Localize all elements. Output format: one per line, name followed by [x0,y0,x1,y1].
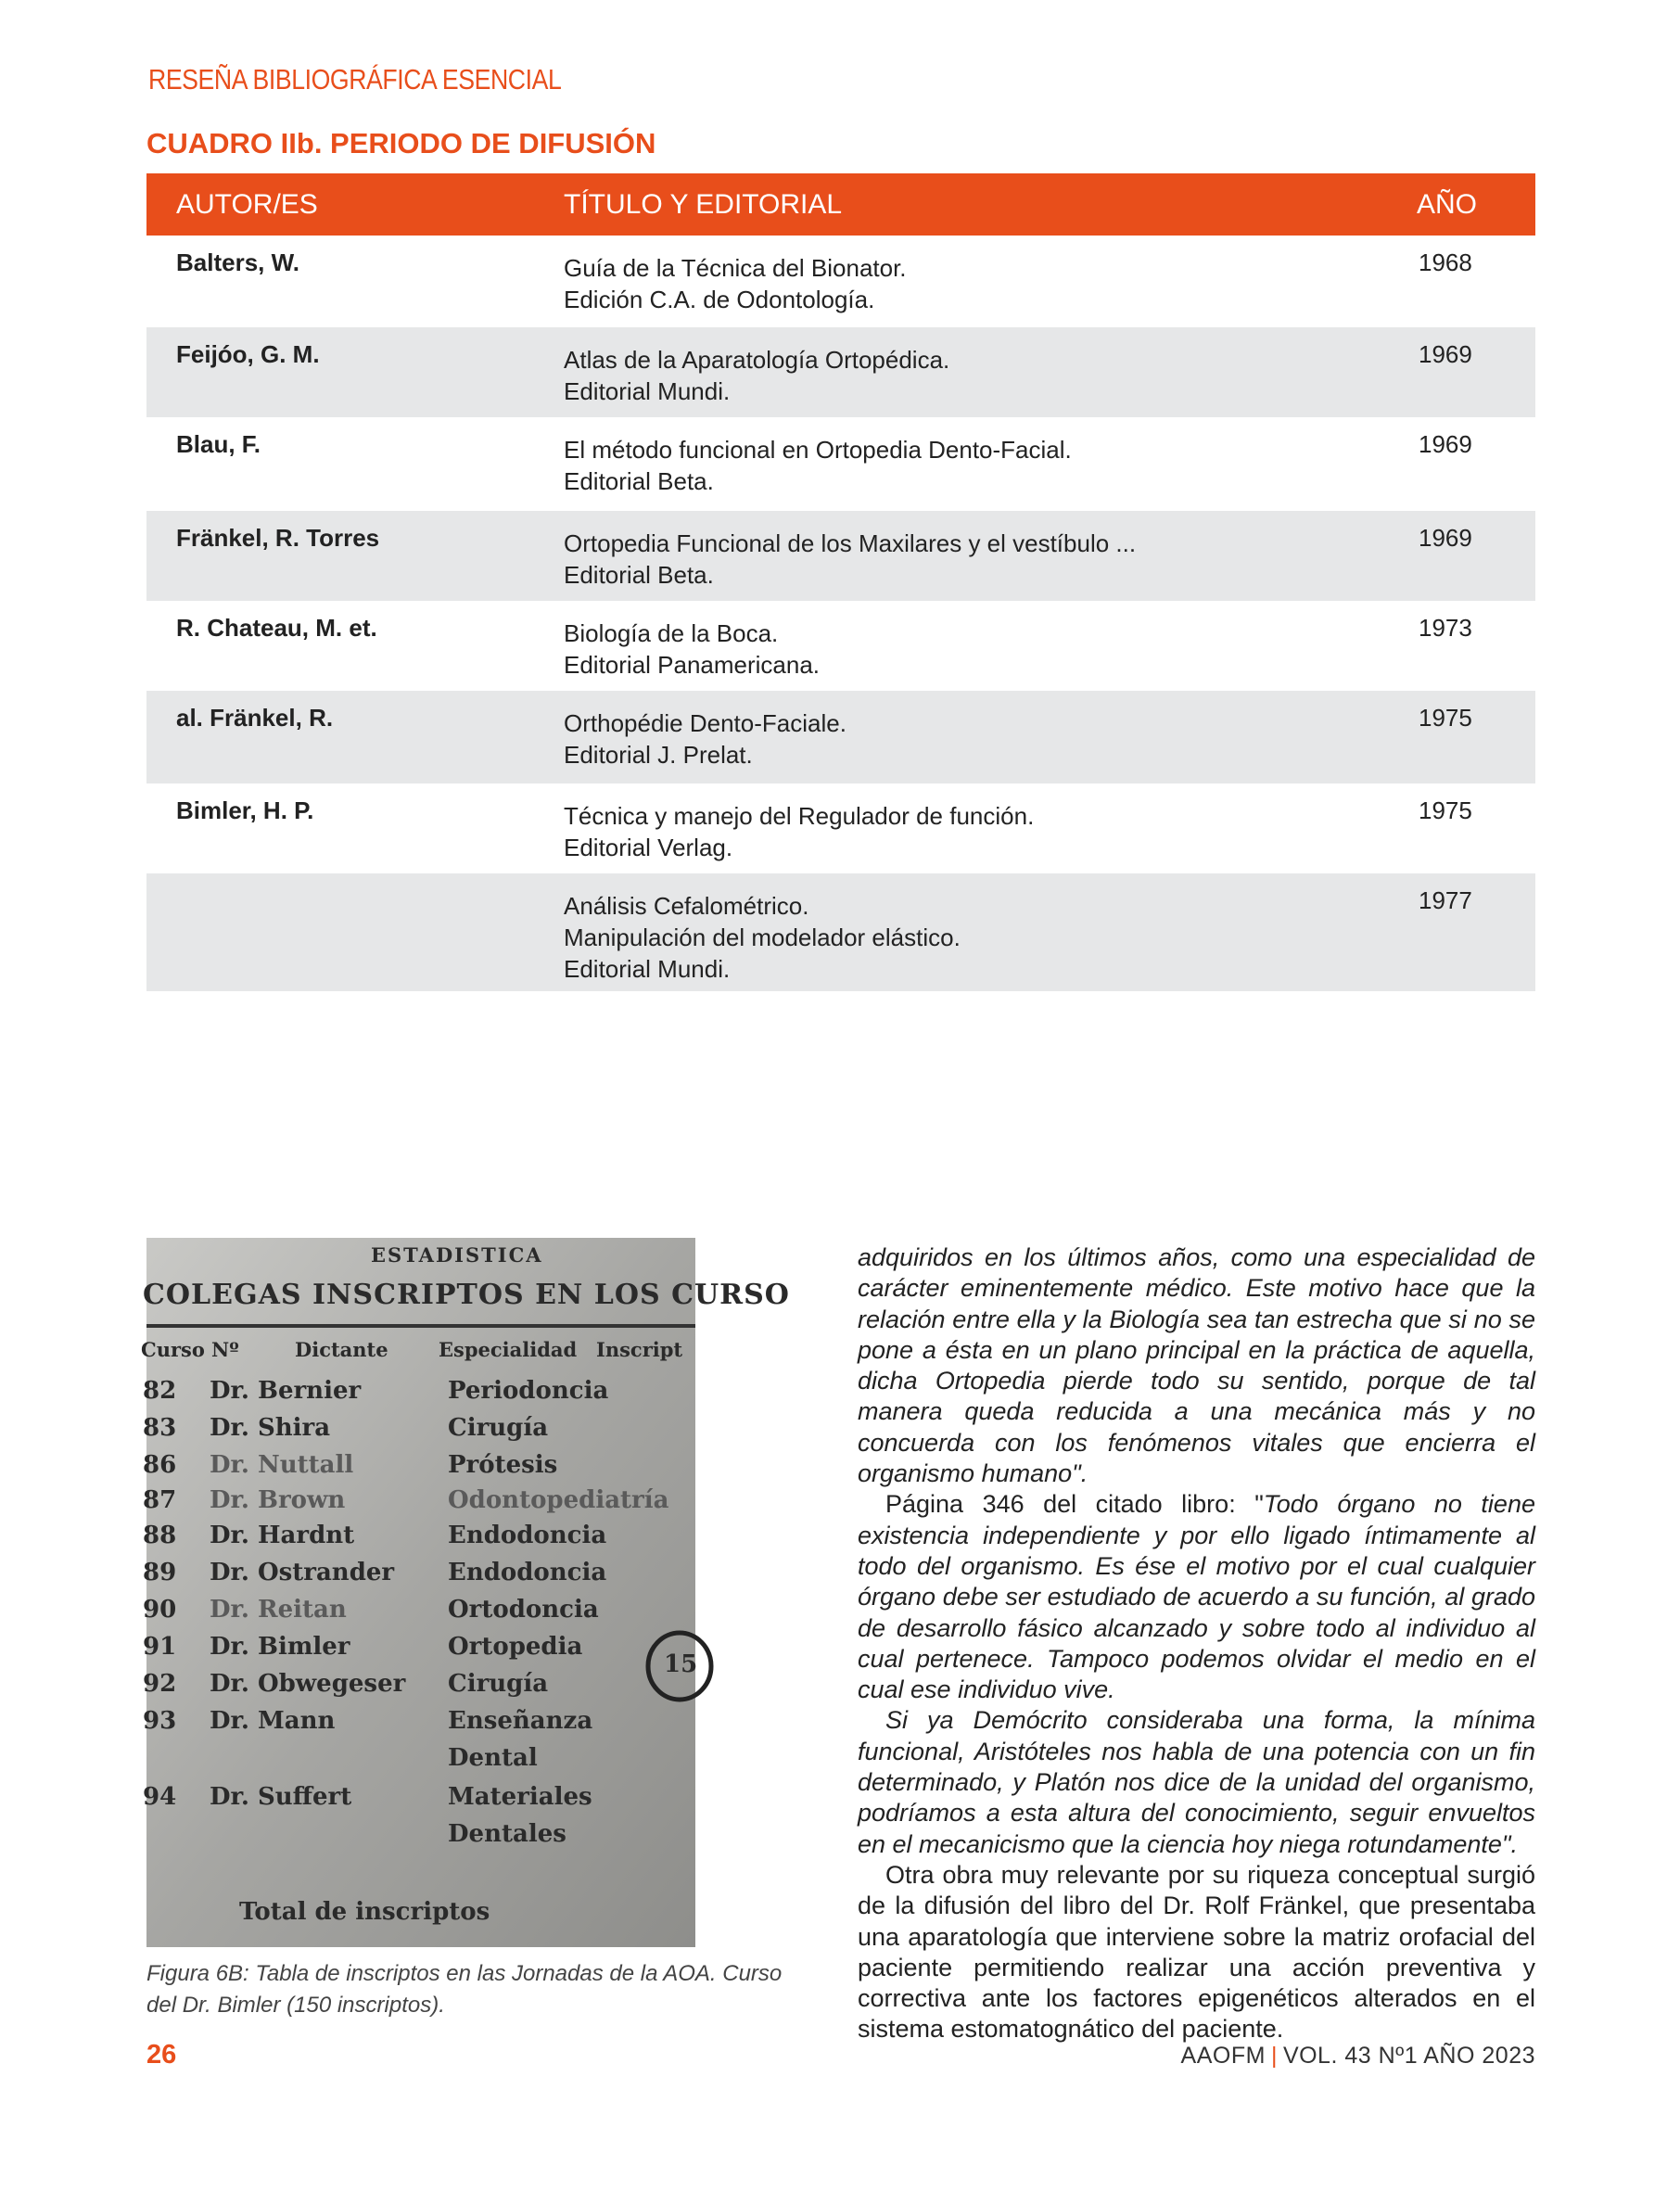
table-row [146,511,1535,601]
table-row [146,873,1535,991]
row-title [564,890,961,985]
row-author: Bimler, H. P. [176,796,314,824]
photo-cell: Prótesis [448,1451,558,1479]
row-title [564,344,949,407]
photo-cell: 82 [143,1377,177,1405]
photo-cell: Enseñanza [448,1707,593,1735]
row-title-line: Biología de la Boca. [564,619,779,647]
row-title-line: Análisis Cefalométrico. [564,892,809,920]
photo-cell: 94 [143,1783,177,1811]
figure-caption: Figura 6B: Tabla de inscriptos en las Jornadas de la AOA. Curso del Dr. Bimler (150 inscriptos). [146,1961,783,2018]
row-title [564,707,846,771]
row-author: Feijóo, G. M. [176,340,320,368]
paragraph-2 [858,1489,1535,1705]
row-title-line: Atlas de la Aparatología Ortopédica. [564,346,950,374]
row-author: Fränkel, R. Torres [176,524,380,552]
photo-cell: Cirugía [448,1414,549,1442]
photo-cell: 87 [143,1486,177,1514]
table-row [146,236,1535,327]
photo-cell: Dr. Shira [210,1414,331,1442]
photo-cell: Cirugía [448,1670,549,1698]
photo-cell: Materiales [448,1783,592,1811]
paragraph-2-quote: Todo órgano no tiene existencia independiente y por ello ligado íntimamente al todo del organismo. Es ése el motivo por el cual cualquier órgano debe ser estudiado de acuerdo a su función, al grado de desarrollo fásico alcanzado y sobre todo al individuo al cual pertenece. Tampoco podemos olvidar el medio en el cual ese individuo vive. [858,1490,1535,1704]
table-row [146,601,1535,691]
footer-separator: | [1270,2043,1278,2069]
paragraph-1: adquiridos en los últimos años, como una especialidad de carácter eminentemente médico. Este motivo hace que la relación entre ella y la Biología sea tan estrecha que si no se pone a ésta en un plano principal en la práctica de aquella, dicha Ortopedia pierde todo su sentido, porque de tal manera queda reducida a una mecánica más y no concuerda con los fenómenos vitales que encierra el organismo humano". [858,1243,1535,1488]
row-author: al. Fränkel, R. [176,704,334,732]
photo-cell: Dr. Obwegeser [210,1670,406,1698]
photo-cell: Endodoncia [448,1559,607,1586]
figure-photo [141,1238,790,1947]
header-year: AÑO [1417,189,1478,220]
journal-name: AAOFM [1180,2043,1266,2069]
row-year: 1968 [1419,248,1472,276]
row-title-line: Manipulación del modelador elástico. [564,924,961,951]
photo-cell: Dentales [448,1820,566,1848]
photo-column-header: Nº [211,1338,239,1361]
row-title-line: Editorial Panamericana. [564,651,821,679]
bibliography-table [146,173,1535,991]
photo-circled-value: 15 [664,1650,698,1678]
body-column [858,1242,1535,2045]
photo-cell: Ortodoncia [448,1596,599,1624]
row-title [564,800,1034,863]
row-year: 1975 [1419,796,1472,824]
row-title-line: Editorial Beta. [564,561,714,589]
row-author: R. Chateau, M. et. [176,614,377,642]
header-author: AUTOR/ES [176,189,318,220]
row-year: 1969 [1419,430,1472,458]
photo-column-header: Especialidad [439,1338,578,1361]
photo-heading: ESTADISTICA [371,1243,543,1267]
row-author: Balters, W. [176,248,299,276]
row-title-line: Editorial Beta. [564,467,714,495]
row-year: 1969 [1419,340,1472,368]
row-title-line: Editorial Verlag. [564,834,733,861]
row-title-line: Editorial Mundi. [564,955,731,983]
photo-cell: Dr. Suffert [210,1783,352,1811]
photo-cell: 91 [143,1633,177,1661]
row-title-line: Editorial Mundi. [564,377,731,405]
row-title-line: El método funcional en Ortopedia Dento-Facial. [564,436,1072,464]
row-year: 1973 [1419,614,1472,642]
photo-cell: Odontopediatría [448,1486,669,1514]
photo-cell: Ortopedia [448,1633,583,1661]
row-year: 1977 [1419,886,1472,914]
photo-cell: 83 [143,1414,177,1442]
row-title [564,252,907,315]
table-row [146,783,1535,873]
paragraph-2-lead: Página 346 del citado libro: " [885,1490,1264,1519]
journal-volume: VOL. 43 Nº1 AÑO 2023 [1282,2043,1535,2069]
row-title [564,528,1136,591]
photo-cell: Dr. Mann [210,1707,336,1735]
table-body [146,236,1535,991]
photo-cell: Endodoncia [448,1522,607,1549]
photo-cell: 90 [143,1596,177,1624]
row-year: 1975 [1419,704,1472,732]
photo-cell: 93 [143,1707,177,1735]
photo-cell: Dr. Hardnt [210,1522,355,1549]
photo-column-header: Inscript [596,1338,683,1361]
photo-cell: 86 [143,1451,177,1479]
paragraph-4: Otra obra muy relevante por su riqueza conceptual surgió de la difusión del libro del Dr. Rolf Fränkel, que presentaba una aparatología que interviene sobre la matriz orofacial del paciente permitiendo realizar una acción preventiva y correctiva ante los factores epigenéticos alterados en el sistema estomatognático del paciente. [858,1860,1535,2044]
photo-total-label: Total de inscriptos [239,1898,490,1926]
photo-cell: 89 [143,1559,177,1586]
row-year: 1969 [1419,524,1472,552]
table-row [146,417,1535,511]
row-title-line: Guía de la Técnica del Bionator. [564,254,907,282]
paragraph-3: Si ya Demócrito consideraba una forma, la mínima funcional, Aristóteles nos habla de una potencia con un fin determinado, y Platón nos dice de la unidad del organismo, podríamos a esta altura del conocimiento, seguir envueltos en el mecanicismo que la ciencia hoy niega rotundamente". [858,1706,1535,1858]
photo-cell: Dr. Brown [210,1486,346,1514]
photo-cell: Dr. Nuttall [210,1451,354,1479]
table-row [146,327,1535,417]
header-title: TÍTULO Y EDITORIAL [564,189,843,220]
row-title-line: Orthopédie Dento-Faciale. [564,709,846,737]
photo-cell: Dr. Bimler [210,1633,350,1661]
row-title-line: Ortopedia Funcional de los Maxilares y el vestíbulo ... [564,529,1137,557]
row-title-line: Técnica y manejo del Regulador de función. [564,802,1035,830]
photo-cell: 92 [143,1670,177,1698]
photo-column-header: Curso [141,1338,205,1361]
photo-column-header: Dictante [295,1338,388,1361]
row-title [564,434,1072,497]
table-title: CUADRO IIb. PERIODO DE DIFUSIÓN [146,127,656,159]
row-title-line: Editorial J. Prelat. [564,741,753,769]
photo-cell: Dr. Reitan [210,1596,347,1624]
photo-cell: Periodoncia [448,1377,609,1405]
page-number: 26 [146,2040,177,2070]
table-header [146,173,1535,236]
photo-subheading: COLEGAS INSCRIPTOS EN LOS CURSO [143,1279,790,1311]
photo-cell: Dr. Bernier [210,1377,362,1405]
photo-cell: 88 [143,1522,177,1549]
photo-cell: Dental [448,1744,538,1772]
row-title-line: Edición C.A. de Odontología. [564,286,875,313]
running-head: RESEÑA BIBLIOGRÁFICA ESENCIAL [148,63,562,96]
footer-journal [1181,2043,1535,2070]
row-title [564,618,820,681]
photo-cell: Dr. Ostrander [210,1559,395,1586]
row-author: Blau, F. [176,430,261,458]
table-row [146,691,1535,783]
